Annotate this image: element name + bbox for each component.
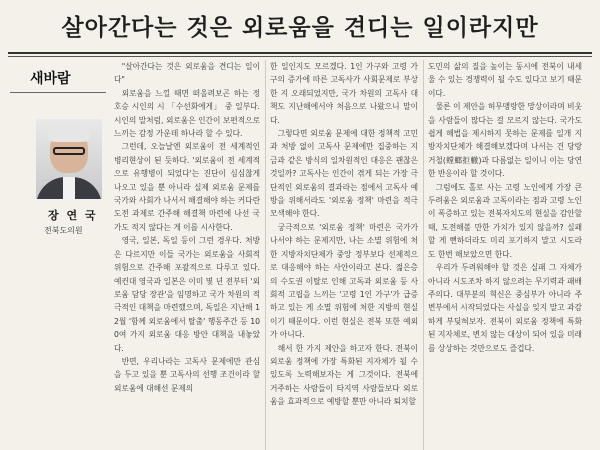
paragraph: 영국, 일본, 독일 등이 그런 경우다. 처방은 다르지만 이들 국가는 외로움을 사회적 위험으로 간주해 포괄적으로 다루고 있다. 예컨대 영국과 일본은 이미 몇 년 전부터 '외로움 담당 장관'을 임명하고 국가 차원의 적극적인 대책을 마련했으며, 독일은 지난해 12월 '함께 외로움에서 탈출' 행동주간 등 100여 가지 외로움 대응 방안 대책을 내놓았다.	[114, 236, 260, 353]
column-divider	[423, 60, 424, 450]
column-divider	[265, 60, 266, 450]
author-photo	[36, 119, 102, 199]
paragraph: 도민의 삶의 질을 높이는 동시에 전북이 내세울 수 있는 경쟁력이 될 수도 있다고 보기 때문이다.	[428, 62, 582, 98]
headline-rule-thin	[8, 56, 592, 57]
section-rule	[10, 92, 106, 93]
headline: 살아간다는 것은 외로움을 견디는 일이라지만	[61, 15, 539, 41]
paragraph: 그런데, 오늘날엔 외로움이 전 세계적인 병리현상이 된 듯하다. '외로움이 전 세계적으로 유행병이 되었다'는 진단이 심심찮게 나오고 있을 뿐 아니라 실제 외로움 문제를 국가와 사회가 나서서 해결해야 하는 커다란 도전 과제로 간주해 해결책 마련에 나선 국가도 적지 않다는 게 이를 시사한다.	[114, 142, 260, 232]
paragraph: 반면, 우리나라는 고독사 문제에만 관심을 두고 있을 뿐 고독사의 선행 조건이라 할 외로움에 대해선 문제의	[114, 356, 260, 393]
paragraph: 그럼에도 홀로 사는 고령 노인에게 가장 큰 두려움은 외로움과 고독이라는 점과 고령 노인이 폭증하고 있는 전북자치도의 현실을 감안할 때, 도전해볼 만한 가치가 있지 않을까? 실패할 게 뻔하더라도 미리 포기하지 말고 시도라도 한번 해보았으면 한다.	[428, 182, 582, 259]
article-column-3	[428, 60, 582, 450]
paragraph: 그렇다면 외로움 문제에 대한 정책적 고민과 처방 없이 고독사 문제에만 집중하는 지금과 같은 방식의 일차원적인 대응은 괜찮은 것일까? 고독사는 인간이 겪게 되는 가장 극단적인 외로움의 결과라는 점에서 고독사 예방을 위해서라도 '외로움 정책' 마련을 적극 모색해야 한다.	[270, 129, 418, 219]
author-affiliation: 전북도의원	[44, 226, 83, 235]
paragraph: 해서 한 가지 제안을 하고자 한다. 전북이 외로움 정책에 가장 특화된 지자체가 될 수 있도록 노력해보자는 게 그것이다. 전북에 거주하는 사람들이 타지역 사람들보다 외로움을 효과적으로 예방할 뿐만 아니라 퇴치할	[270, 343, 418, 407]
paragraph: 궁극적으로 '외로움 정책' 마련은 국가가 나서야 하는 문제지만, 나는 소멸 위험에 처한 지방자치단체가 중앙 정부보다 선제적으로 대응해야 하는 사안이라고 본다. 젊은층의 수도권 이탈로 인해 고독과 외로움 등 사회적 고립을 느끼는 '고령 1인 가구'가 급증하고 있는 게 소멸 위험에 처한 지방의 현실이기 때문이다. 이런 현실은 전북 또한 예외가 아니다.	[270, 222, 418, 340]
section-label: 새바람	[30, 71, 71, 87]
paragraph: 우리가 두려워해야 할 것은 실패 그 자체가 아니라 시도조차 하지 않으려는 무기력과 패배주의다. 대부분의 혁신은 중심부가 아니라 주변부에서 시작되었다는 사실을 잊지 말고 과감하게 부딪혀보자. 전북이 외로움 정책에 특화된 지자체로, 변치 않는 대상이 되어 있을 미래를 상상하는 것만으로도 즐겁다.	[428, 263, 582, 353]
author-name: 장 연 국	[48, 209, 98, 222]
sidebar	[8, 62, 108, 450]
paragraph: 물론 이 제안을 허무맹랑한 망상이라며 비웃을 사람들이 많다는 걸 모르지 않는다. 국가도 쉽게 해법을 제시하지 못하는 문제를 일개 지방자치단체가 해결해보겠다며 나서는 건 당랑거철(螳螂拒轍)과 다름없는 일이니 이는 당연한 반응이라 할 것이다.	[428, 102, 582, 179]
paragraph: 외로움을 느낄 때면 떠올려보곤 하는 정호승 시인의 시 「수선화에게」 중 일부다. 시인의 말처럼, 외로움은 인간이 보편적으로 느끼는 감정 가운데 하나라 할 수 있다.	[114, 88, 260, 139]
article-column-1	[114, 60, 260, 450]
paragraph: "살아간다는 것은 외로움을 견디는 일이다"	[114, 62, 260, 85]
headline-rule	[8, 52, 592, 54]
article-column-2	[270, 60, 418, 450]
paragraph: 한 일인지도 모르겠다. 1인 가구와 고령 가구의 증가에 따른 고독사가 사회문제로 부상한 지 오래되었지만, 국가 차원의 고독사 대책도 지난해에서야 처음으로 나왔으니 말이다.	[270, 62, 418, 125]
